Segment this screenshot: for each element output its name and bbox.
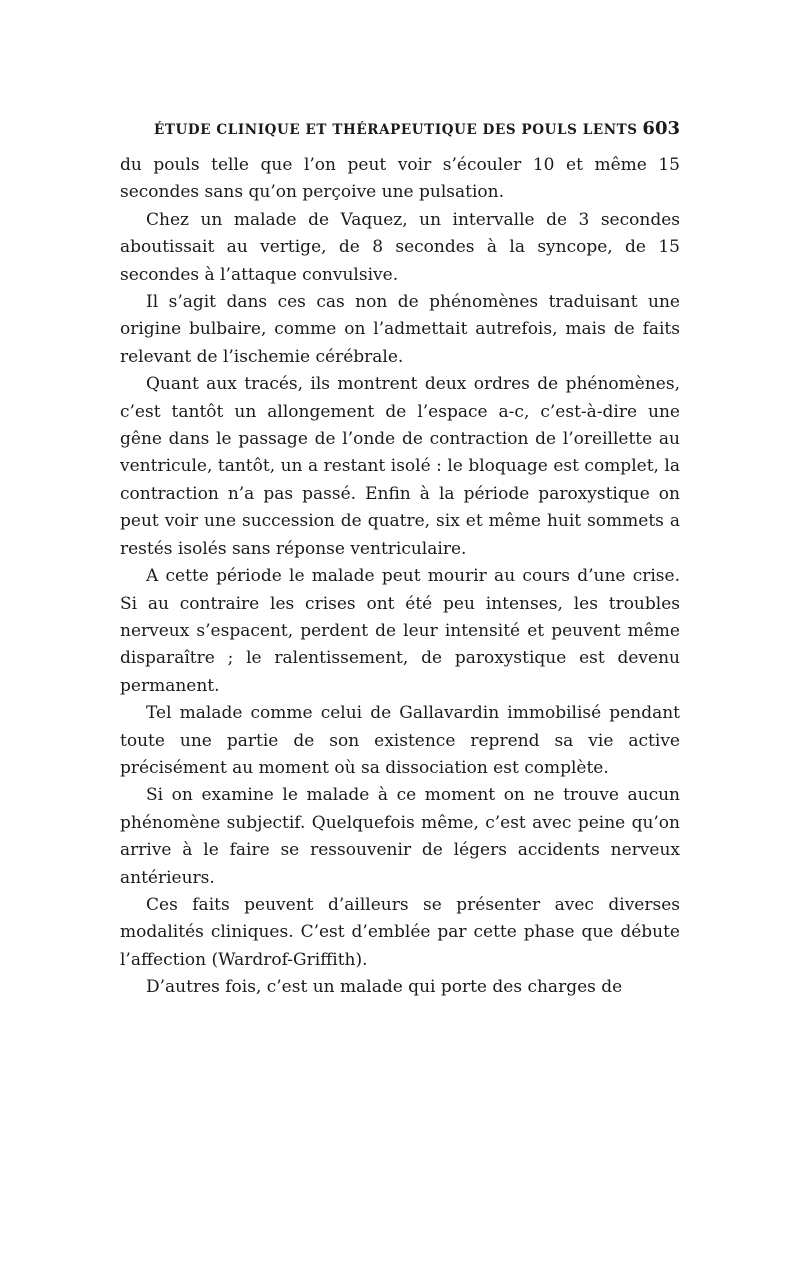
paragraph: Chez un malade de Vaquez, un intervalle de 3 secondes aboutissait au vertige, de 8 secondes à la syncope, de 15 secondes à l’attaque convulsive. <box>120 209 680 285</box>
page-number: 603 <box>642 118 680 139</box>
paragraph-last: D’autres fois, c’est un malade qui porte des charges de <box>146 977 623 998</box>
paragraph-continued: du pouls telle que l’on peut voir s’écouler 10 et même 15 secondes sans qu’on perçoive une pulsation. <box>120 155 680 203</box>
paragraph: Ces faits peuvent d’ailleurs se présenter avec diverses modalités cliniques. C’est d’emblée par cette phase que débute l’affection (Wardrof-Griffith). <box>120 894 680 970</box>
paragraph: Tel malade comme celui de Gallavardin immobilisé pendant toute une partie de son existence reprend sa vie active précisément au moment où sa dissociation est complète. <box>120 703 680 778</box>
paragraph: Si on examine le malade à ce moment on ne trouve aucun phénomène subjectif. Quelquefois même, c’est avec peine qu’on arrive à le faire se ressouvenir de légers accidents nerveux antérieurs. <box>120 785 680 888</box>
paragraph: Il s’agit dans ces cas non de phénomènes traduisant une origine bulbaire, comme on l’admettait autrefois, mais de faits relevant de l’ischemie cérébrale. <box>120 292 680 367</box>
paragraph: A cette période le malade peut mourir au cours d’une crise. Si au contraire les crises ont été peu intenses, les troubles nerveux s’espacent, perdent de leur intensité et peuvent même disparaître ; le ralentissement, de paroxystique est devenu permanent. <box>120 566 680 696</box>
running-title: ÉTUDE CLINIQUE ET THÉRAPEUTIQUE DES POULS LENTS <box>154 122 638 138</box>
paragraph: Quant aux tracés, ils montrent deux ordres de phénomènes, c’est tantôt un allongement de l’espace a-c, c’est-à-dire une gêne dans le passage de l’onde de contraction de l’oreillette au ventricule, tantôt, un a restant isolé : le bloquage est complet, la contraction n’a pas passé. Enfin à la période paroxystique on peut voir une succession de quatre, six et même huit sommets a restés isolés sans réponse ventriculaire. <box>120 374 680 559</box>
book-page <box>120 118 680 1002</box>
running-head <box>120 118 680 152</box>
body-text <box>120 152 680 1002</box>
